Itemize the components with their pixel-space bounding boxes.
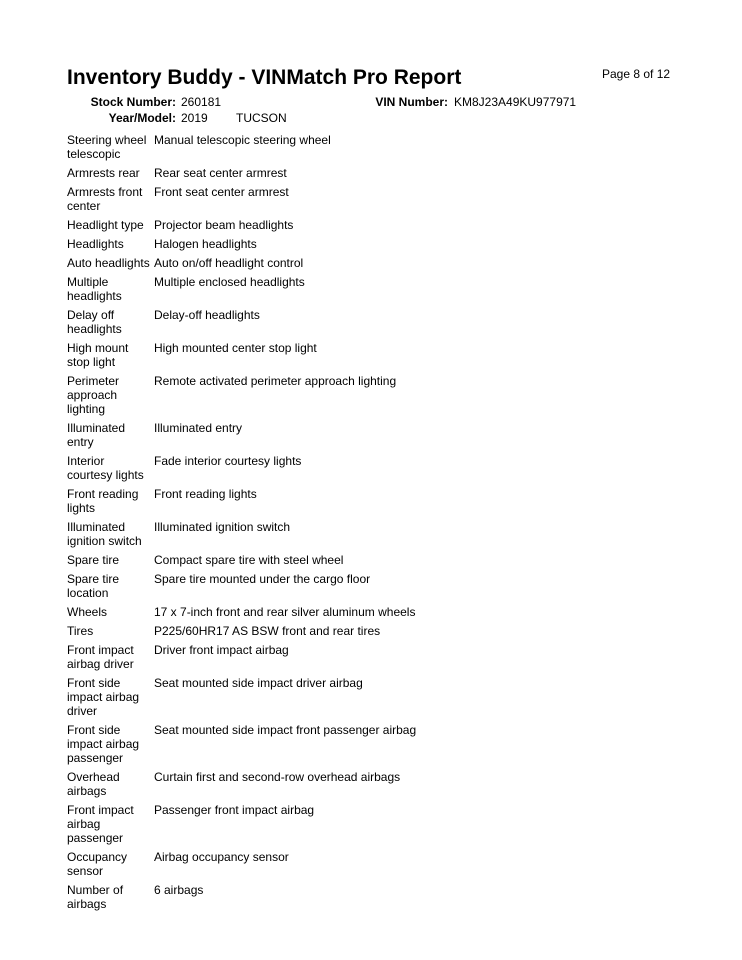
feature-label: Overhead airbags bbox=[67, 770, 120, 798]
vin-number-value: KM8J23A49KU977971 bbox=[454, 95, 577, 109]
feature-label: Front impact airbag driver bbox=[67, 643, 134, 671]
table-row bbox=[65, 572, 418, 605]
feature-value: Multiple enclosed headlights bbox=[154, 275, 305, 289]
feature-label: Headlights bbox=[67, 237, 124, 251]
table-row bbox=[65, 487, 418, 520]
table-row bbox=[65, 676, 418, 723]
feature-label: Illuminated ignition switch bbox=[67, 520, 142, 548]
feature-label: Front side impact airbag passenger bbox=[67, 723, 140, 765]
feature-value: P225/60HR17 AS BSW front and rear tires bbox=[154, 624, 381, 638]
feature-value: Fade interior courtesy lights bbox=[154, 454, 302, 468]
table-row bbox=[65, 308, 418, 341]
year-value: 2019 bbox=[181, 111, 208, 125]
feature-label: Interior courtesy lights bbox=[67, 454, 144, 482]
table-row bbox=[65, 520, 418, 553]
table-row bbox=[65, 237, 418, 256]
feature-value: Delay-off headlights bbox=[154, 308, 260, 322]
table-row bbox=[65, 374, 418, 421]
feature-value: 17 x 7-inch front and rear silver aluminum wheels bbox=[154, 605, 416, 619]
feature-label: Headlight type bbox=[67, 218, 144, 232]
feature-value: Seat mounted side impact driver airbag bbox=[154, 676, 363, 690]
model-value: TUCSON bbox=[236, 111, 287, 125]
table-row bbox=[65, 553, 418, 572]
feature-value: Front reading lights bbox=[154, 487, 257, 501]
table-row bbox=[65, 166, 418, 185]
feature-label: Spare tire location bbox=[67, 572, 120, 600]
feature-value: Front seat center armrest bbox=[154, 185, 289, 199]
table-row bbox=[65, 883, 418, 916]
table-row bbox=[65, 133, 418, 166]
feature-label: Multiple headlights bbox=[67, 275, 122, 303]
table-row bbox=[65, 341, 418, 374]
stock-number-value: 260181 bbox=[181, 95, 222, 109]
table-row bbox=[65, 803, 418, 850]
table-row bbox=[65, 454, 418, 487]
feature-label: Occupancy sensor bbox=[67, 850, 128, 878]
feature-value: Seat mounted side impact front passenger airbag bbox=[154, 723, 417, 737]
feature-label: Number of airbags bbox=[67, 883, 124, 911]
feature-label: Illuminated entry bbox=[67, 421, 126, 449]
feature-label: Front impact airbag passenger bbox=[67, 803, 134, 845]
feature-label: Wheels bbox=[67, 605, 108, 619]
feature-value: 6 airbags bbox=[154, 883, 204, 897]
feature-label: Armrests rear bbox=[67, 166, 140, 180]
features-table bbox=[65, 133, 418, 916]
feature-value: Auto on/off headlight control bbox=[154, 256, 304, 270]
table-row bbox=[65, 275, 418, 308]
feature-value: Rear seat center armrest bbox=[154, 166, 287, 180]
feature-value: Halogen headlights bbox=[154, 237, 257, 251]
feature-value: Projector beam headlights bbox=[154, 218, 294, 232]
feature-label: Delay off headlights bbox=[67, 308, 122, 336]
vin-number-label: VIN Number: bbox=[375, 95, 448, 109]
feature-label: Armrests front center bbox=[67, 185, 143, 213]
feature-label: Tires bbox=[67, 624, 94, 638]
table-row bbox=[65, 770, 418, 803]
feature-label: Front side impact airbag driver bbox=[67, 676, 140, 718]
feature-value: Passenger front impact airbag bbox=[154, 803, 315, 817]
feature-value: Driver front impact airbag bbox=[154, 643, 289, 657]
feature-value: Compact spare tire with steel wheel bbox=[154, 553, 344, 567]
feature-label: Steering wheel telescopic bbox=[67, 133, 147, 161]
feature-value: Manual telescopic steering wheel bbox=[154, 133, 331, 147]
feature-value: Spare tire mounted under the cargo floor bbox=[154, 572, 371, 586]
feature-label: Perimeter approach lighting bbox=[67, 374, 120, 416]
feature-label: Auto headlights bbox=[67, 256, 150, 270]
feature-value: Illuminated entry bbox=[154, 421, 243, 435]
table-row bbox=[65, 421, 418, 454]
report-title: Inventory Buddy - VINMatch Pro Report bbox=[67, 66, 462, 89]
table-row bbox=[65, 256, 418, 275]
feature-value: Remote activated perimeter approach lighting bbox=[154, 374, 397, 388]
table-row bbox=[65, 850, 418, 883]
feature-value: Curtain first and second-row overhead airbags bbox=[154, 770, 401, 784]
stock-number-label: Stock Number: bbox=[90, 95, 176, 109]
feature-label: Spare tire bbox=[67, 553, 120, 567]
page-number: Page 8 of 12 bbox=[602, 67, 671, 81]
feature-value: High mounted center stop light bbox=[154, 341, 317, 355]
feature-label: Front reading lights bbox=[67, 487, 139, 515]
feature-value: Airbag occupancy sensor bbox=[154, 850, 289, 864]
feature-value: Illuminated ignition switch bbox=[154, 520, 291, 534]
table-row bbox=[65, 185, 418, 218]
table-row bbox=[65, 624, 418, 643]
table-row bbox=[65, 643, 418, 676]
feature-label: High mount stop light bbox=[67, 341, 129, 369]
table-row bbox=[65, 218, 418, 237]
table-row bbox=[65, 605, 418, 624]
year-model-label: Year/Model: bbox=[108, 111, 176, 125]
table-row bbox=[65, 723, 418, 770]
